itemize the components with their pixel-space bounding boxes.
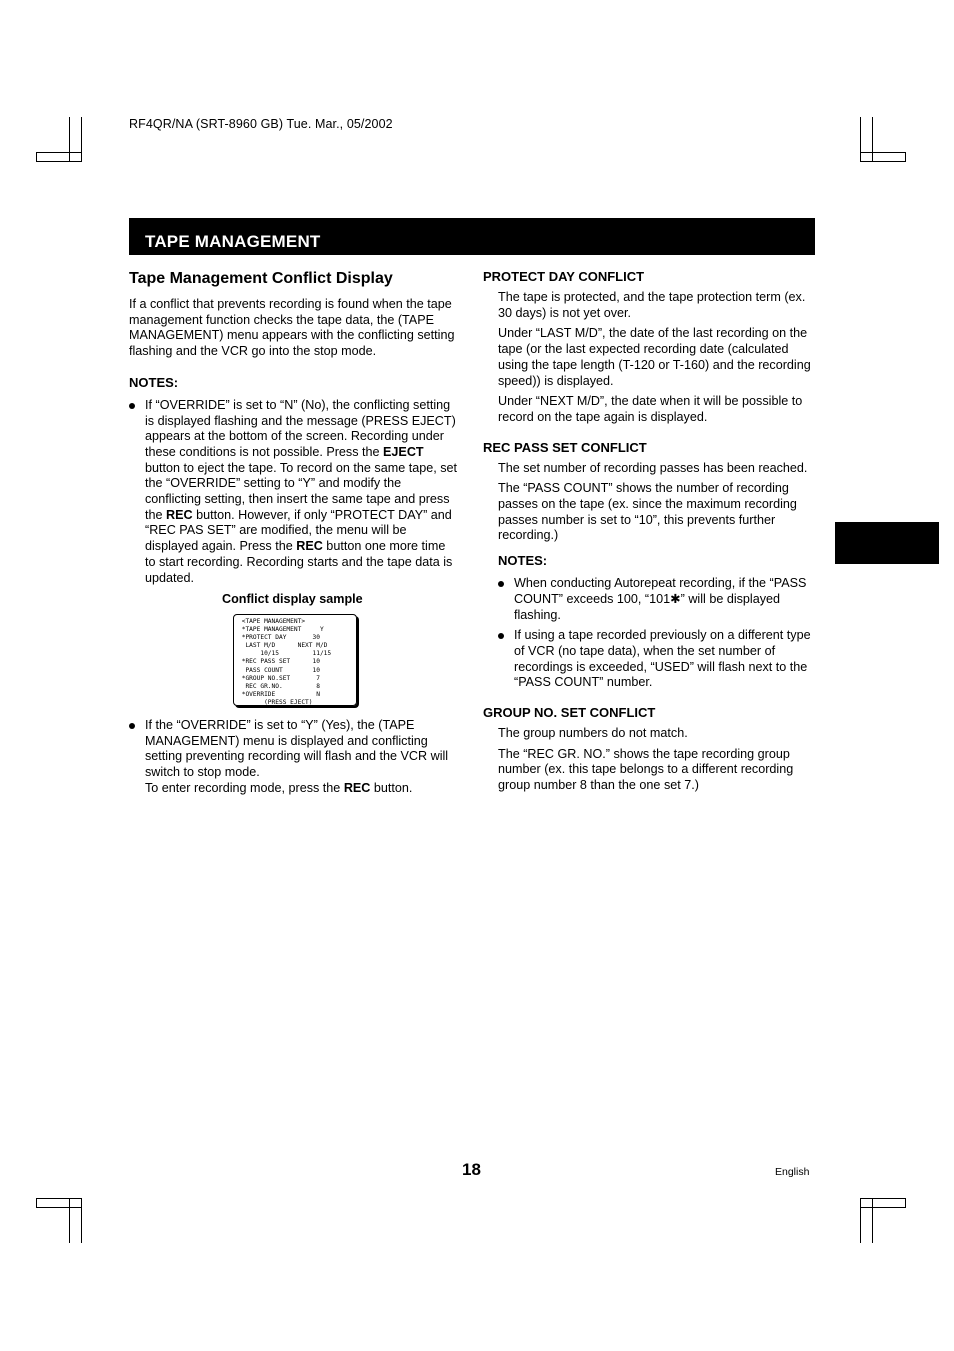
protect-day-conflict-heading: PROTECT DAY CONFLICT [483, 269, 645, 284]
bullet-icon [498, 633, 504, 639]
rec-pass-set-conflict-body [483, 461, 813, 691]
document-reference: RF4QR/NA (SRT-8960 GB) Tue. Mar., 05/2002 [129, 117, 393, 131]
note-text: If using a tape recorded previously on a different type of VCR (no tape data), when the set number of recordings is exceeded, “USED” will flash next to the “PASS COUNT” number. [514, 628, 811, 690]
section-banner [129, 218, 815, 255]
bullet-icon [129, 723, 135, 729]
left-column [129, 269, 459, 796]
note-autorepeat [498, 576, 813, 623]
osd-line: *OVERRIDE N [238, 690, 320, 698]
figure-caption: Conflict display sample [222, 592, 363, 607]
crop-mark-top-right-h [860, 152, 906, 162]
paragraph: The group numbers do not match. [498, 726, 688, 741]
bullet-icon [498, 581, 504, 587]
section-heading: Tape Management Conflict Display [129, 270, 393, 287]
osd-line: 10/15 11/15 [238, 650, 332, 658]
note-text: If “OVERRIDE” is set to “N” (No), the conflicting setting is displayed flashing and the message (PRESS EJECT) appears at the bottom of the screen. Recording under these conditions is not possible. Press the EJECT button to eject the tape. To record on the same tape, set the “OVERRIDE” setting to “Y” and modify the conflicting setting, then insert the same tape and press the REC button. However, if only “PROTECT DAY” and “REC PAS SET” are modified, the menu will be displayed again. Press the REC button one more time to start recording. Recording starts and the tape data is updated. [145, 397, 458, 585]
osd-line: <TAPE MANAGEMENT> [238, 617, 306, 625]
chapter-side-tab [835, 522, 939, 564]
crop-mark-bottom-right-v [860, 1198, 873, 1243]
note-different-vcr [498, 628, 813, 691]
paragraph: The tape is protected, and the tape protection term (ex. 30 days) is not yet over. [498, 290, 806, 320]
osd-line: (PRESS EJECT) [238, 698, 313, 706]
osd-line: REC GR.NO. 8 [238, 682, 320, 690]
osd-line: *TAPE MANAGEMENT Y [238, 626, 324, 634]
crop-mark-bottom-left-v [69, 1198, 82, 1243]
paragraph: The set number of recording passes has been reached. [498, 460, 808, 475]
protect-day-conflict-body [483, 290, 813, 426]
group-no-set-conflict-body [483, 726, 813, 794]
paragraph: Under “NEXT M/D”, the date when it will be possible to record on the tape again is displayed. [498, 394, 803, 424]
note-override-n [129, 398, 459, 586]
osd-line: *GROUP NO.SET 7 [238, 674, 320, 682]
page-number: 18 [462, 1160, 481, 1179]
note-text: If the “OVERRIDE” is set to “Y” (Yes), the (TAPE MANAGEMENT) menu is displayed and conflicting setting preventing recording will flash and the VCR will switch to stop mode. [145, 717, 449, 780]
conflict-display-sample [233, 614, 357, 706]
banner-title: TAPE MANAGEMENT [145, 232, 321, 251]
notes-label: NOTES: [129, 374, 179, 390]
paragraph: The “REC GR. NO.” shows the tape recording group number (ex. this tape belongs to a different recording group number 8 than the one set 7.) [498, 746, 794, 793]
group-no-set-conflict-heading: GROUP NO. SET CONFLICT [483, 705, 656, 721]
crop-mark-top-left-h [36, 152, 82, 162]
intro-paragraph: If a conflict that prevents recording is found when the tape management function checks the tape data, the (TAPE MANAGEMENT) menu appears with the conflicting setting flashing and the VCR go into the stop mode. [129, 297, 455, 359]
paragraph: Under “LAST M/D”, the date of the last recording on the tape (or the last expected recording date (calculated using the tape length (T-120 or T-160) and the recording speed)) is displayed. [498, 326, 811, 388]
osd-line: LAST M/D NEXT M/D [238, 642, 328, 650]
osd-line: PASS COUNT 10 [238, 666, 320, 674]
bullet-icon [129, 403, 135, 409]
note-text: When conducting Autorepeat recording, if the “PASS COUNT” exceeds 100, “101✱” will be displayed flashing. [514, 576, 807, 622]
osd-line: *PROTECT DAY 30 [238, 634, 320, 642]
note-override-y [129, 718, 459, 797]
osd-line: *REC PASS SET 10 [238, 658, 320, 666]
right-column [483, 269, 813, 794]
language-label: English [775, 1166, 810, 1178]
paragraph: The “PASS COUNT” shows the number of recording passes on the tape (ex. since the maximum recording passes number is set to “10”, this prevents further recording.) [498, 481, 797, 543]
note-text-continued: To enter recording mode, press the REC button. [145, 780, 413, 795]
rec-pass-set-conflict-heading: REC PASS SET CONFLICT [483, 439, 647, 455]
notes-label: NOTES: [498, 553, 548, 569]
